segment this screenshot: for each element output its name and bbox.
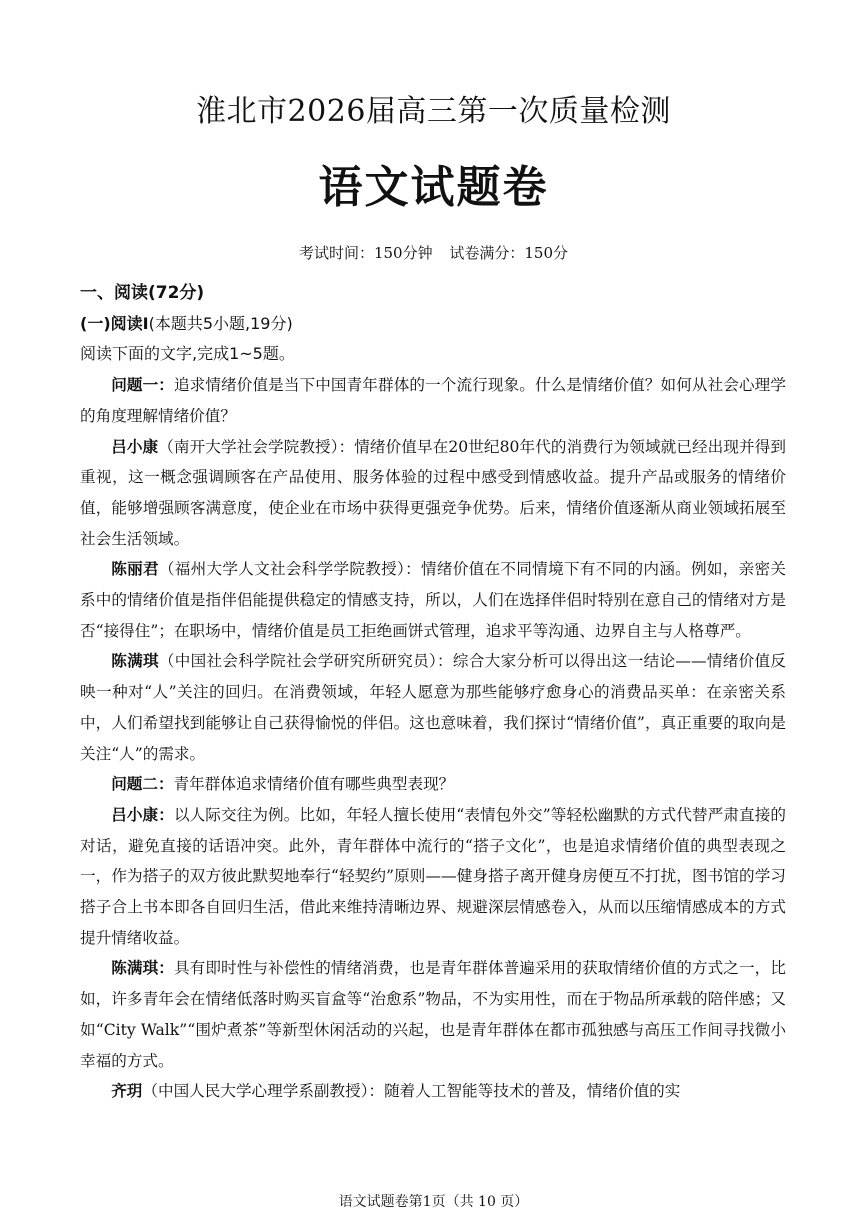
speaker: 陈丽君: [111, 560, 159, 579]
paragraph: [80, 800, 786, 954]
paragraph: [80, 432, 786, 555]
reading-content: [80, 278, 786, 1107]
speaker: 吕小康: [111, 437, 159, 456]
paragraph: [80, 769, 786, 800]
exam-meta: [0, 241, 867, 265]
paragraph-text: 追求情绪价值是当下中国青年群体的一个流行现象。什么是情绪价值？如何从社会心理学的角度理解情绪价值？: [80, 376, 786, 425]
speaker: 问题二：: [111, 775, 174, 794]
instruction: 阅读下面的文字,完成1~5题。: [80, 344, 295, 364]
speaker: 陈满琪: [111, 652, 159, 671]
page-footer: 语文试题卷第1页（共 10 页）: [338, 1194, 529, 1210]
speaker: 齐玥: [111, 1082, 143, 1101]
section-heading: 一、阅读(72分): [80, 283, 205, 303]
speaker: 陈满琪：: [111, 959, 174, 978]
paragraph-text: （福州大学人文社会科学学院教授）：情绪价值在不同情境下有不同的内涵。例如，亲密关系中的情绪价值是指伴侣能提供稳定的情感支持，所以，人们在选择伴侣时特别在意自己的情绪对方是否“接得住”；在职场中，情绪价值是员工拒绝画饼式管理，追求平等沟通、边界自主与人格尊严。: [80, 560, 786, 640]
paragraph-text: （南开大学社会学院教授）：情绪价值早在20世纪80年代的消费行为领域就已经出现并得到重视，这一概念强调顾客在产品使用、服务体验的过程中感受到情感收益。提升产品或服务的情绪价值，能够增强顾客满意度，使企业在市场中获得更强竞争优势。后来，情绪价值逐渐从商业领域拓展至社会生活领域。: [80, 437, 786, 548]
exam-score: 试卷满分：150分: [449, 244, 569, 262]
subsection-label: (一)阅读Ⅰ: [80, 313, 149, 333]
speaker: 吕小康：: [111, 805, 174, 824]
paragraph-text: 以人际交往为例。比如，年轻人擅长使用“表情包外交”等轻松幽默的方式代替严肃直接的对话，避免直接的话语冲突。此外，青年群体中流行的“搭子文化”，也是追求情绪价值的典型表现之一，作为搭子的双方彼此默契地奉行“轻契约”原则——健身搭子离开健身房便互不打扰，图书馆的学习搭子合上书本即各自回归生活，借此来维持清晰边界、规避深层情感卷入，从而以压缩情感成本的方式提升情绪收益。: [80, 805, 786, 947]
subsection-heading: [80, 309, 786, 340]
paragraph: [80, 1076, 786, 1107]
subsection-note: (本题共5小题,19分): [148, 313, 293, 333]
exam-time: 考试时间：150分钟: [298, 244, 433, 262]
paragraph: [80, 953, 786, 1076]
speaker: 问题一：: [111, 376, 174, 395]
subject-title: 语文试题卷: [318, 162, 549, 213]
paragraph-text: 具有即时性与补偿性的情绪消费，也是青年群体普遍采用的获取情绪价值的方式之一，比如，许多青年会在情绪低落时购买盲盒等“治愈系”物品，不为实用性，而在于物品所承载的陪伴感；又如“City Walk”“围炉煮茶”等新型休闲活动的兴起，也是青年群体在都市孤独感与高压工作间寻找微小幸福的方式。: [80, 959, 786, 1070]
paragraph: [80, 554, 786, 646]
paragraph-text: 青年群体追求情绪价值有哪些典型表现？: [173, 775, 455, 794]
paragraph-text: （中国社会科学院社会学研究所研究员）：综合大家分析可以得出这一结论——情绪价值反映一种对“人”关注的回归。在消费领域，年轻人愿意为那些能够疗愈身心的消费品买单：在亲密关系中，人们希望找到能够让自己获得愉悦的伴侣。这也意味着，我们探讨“情绪价值”，真正重要的取向是关注“人”的需求。: [80, 652, 786, 763]
paragraph: [80, 646, 786, 769]
paragraph: [80, 370, 786, 431]
exam-title: 淮北市2026届高三第一次质量检测: [196, 94, 671, 129]
paragraph-text: （中国人民大学心理学系副教授）：随着人工智能等技术的普及，情绪价值的实: [142, 1082, 681, 1101]
